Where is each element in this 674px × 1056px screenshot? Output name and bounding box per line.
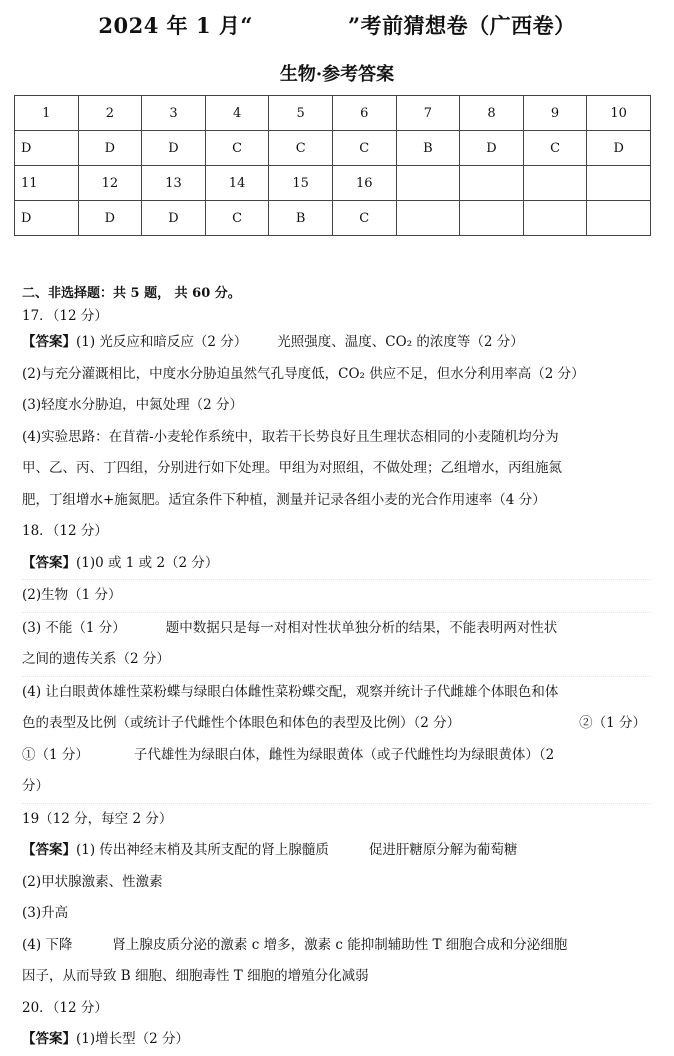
answer-text: (1) 传出神经末梢及其所支配的肾上腺髓质 <box>76 842 329 858</box>
question-20-answer-1 <box>22 1024 652 1056</box>
answer-tag: 【答案】 <box>22 842 76 858</box>
table-cell <box>396 166 460 201</box>
table-cell: 13 <box>142 166 206 201</box>
answer-table <box>14 95 651 236</box>
table-cell: 16 <box>332 166 396 201</box>
answer-text: (1) 光反应和暗反应（2 分） <box>76 334 248 350</box>
page-title <box>0 10 674 40</box>
question-18-answer-4-line-2 <box>22 708 652 740</box>
question-17-number: 17．（12 分） <box>22 308 108 324</box>
answer-text: 促进肝糖原分解为葡萄糖 <box>368 842 518 858</box>
answer-tag: 【答案】 <box>22 1031 76 1047</box>
question-18-answer-4-line-3 <box>22 740 652 772</box>
table-cell: 6 <box>332 96 396 131</box>
answer-tag: 【答案】 <box>22 334 76 350</box>
question-18-answer-2: (2)生物（1 分） <box>22 580 652 613</box>
table-cell: 14 <box>205 166 269 201</box>
title-right: ”考前猜想卷（广西卷） <box>347 13 576 38</box>
question-17-answer-3: (3)轻度水分胁迫，中氮处理（2 分） <box>22 397 244 413</box>
table-cell: 9 <box>523 96 587 131</box>
table-cell <box>523 201 587 236</box>
answer-text: (3) 不能（1 分） <box>22 619 126 636</box>
table-cell: C <box>332 201 396 236</box>
question-18-answer-4-line-1: (4) 让白眼黄体雄性菜粉蝶与绿眼白体雌性菜粉蝶交配，观察并统计子代雌雄个体眼色和体 <box>22 683 559 700</box>
question-19-number: 19（12 分，每空 2 分） <box>22 810 173 827</box>
table-cell: B <box>396 131 460 166</box>
question-18-answer-4-line-4: 分） <box>22 771 652 804</box>
question-18-answer-3 <box>22 613 652 645</box>
table-cell: B <box>269 201 333 236</box>
answer-text: 光照强度、温度、CO₂ 的浓度等（2 分） <box>277 334 524 350</box>
table-cell: 1 <box>15 96 79 131</box>
table-cell: D <box>142 131 206 166</box>
answer-tag: 【答案】 <box>22 554 76 571</box>
answer-text: 题中数据只是每一对相对性状单独分析的结果，不能表明两对性状 <box>165 619 558 636</box>
table-cell: 8 <box>460 96 524 131</box>
table-cell: 12 <box>78 166 142 201</box>
question-19-answer-4 <box>22 930 652 962</box>
table-cell <box>587 166 651 201</box>
table-cell: C <box>269 131 333 166</box>
table-cell: 11 <box>15 166 79 201</box>
table-cell: C <box>523 131 587 166</box>
table-cell: D <box>15 201 79 236</box>
table-cell <box>460 201 524 236</box>
question-17-answer-2: (2)与充分灌溉相比，中度水分胁迫虽然气孔导度低，CO₂ 供应不足，但水分利用率高（2 分） <box>22 365 585 382</box>
table-cell <box>460 166 524 201</box>
table-row-numbers-1 <box>15 96 651 131</box>
answer-text: 肾上腺皮质分泌的激素 c 增多，激素 c 能抑制辅助性 T 细胞合成和分泌细胞 <box>112 936 568 953</box>
table-row-answers-2 <box>15 201 651 236</box>
title-left: 2024 年 1 月“ <box>98 13 253 38</box>
table-cell: D <box>78 131 142 166</box>
question-17-answer-4-line-3: 肥，丁组增水+施氮肥。适宜条件下种植，测量并记录各组小麦的光合作用速率（4 分） <box>22 491 546 508</box>
table-cell: D <box>78 201 142 236</box>
question-19-answer-3: (3)升高 <box>22 905 69 921</box>
page-subtitle: 生物·参考答案 <box>279 64 395 85</box>
question-18-number: 18．（12 分） <box>22 523 108 539</box>
answer-text: ①（1 分） <box>22 746 89 763</box>
answer-text: (1)0 或 1 或 2（2 分） <box>76 554 219 571</box>
question-19-answer-1 <box>22 835 652 867</box>
table-row-numbers-2 <box>15 166 651 201</box>
table-cell: 3 <box>142 96 206 131</box>
question-20-number: 20．（12 分） <box>22 999 108 1016</box>
question-17-answer-4-line-1: (4)实验思路：在苜蓿-小麦轮作系统中，取若干长势良好且生理状态相同的小麦随机均分为 <box>22 428 559 445</box>
table-cell <box>523 166 587 201</box>
table-cell: C <box>205 201 269 236</box>
table-cell: D <box>142 201 206 236</box>
table-row-answers-1 <box>15 131 651 166</box>
table-cell: 4 <box>205 96 269 131</box>
answer-text: 子代雄性为绿眼白体，雌性为绿眼黄体（或子代雌性均为绿眼黄体）（2 <box>133 746 555 763</box>
answers-body <box>22 283 652 1056</box>
answer-text: (1)增长型（2 分） <box>76 1031 190 1047</box>
table-cell: D <box>587 131 651 166</box>
answer-text: (4) 下降 <box>22 936 73 953</box>
question-18-answer-1 <box>22 548 652 581</box>
table-cell: 10 <box>587 96 651 131</box>
table-cell: C <box>205 131 269 166</box>
question-17-answer-1 <box>22 327 652 359</box>
section-heading: 二、非选择题：共 5 题， 共 60 分。 <box>22 286 241 301</box>
table-cell: 7 <box>396 96 460 131</box>
table-cell <box>587 201 651 236</box>
table-cell: D <box>15 131 79 166</box>
table-cell: 5 <box>269 96 333 131</box>
question-19-answer-2: (2)甲状腺激素、性激素 <box>22 873 163 890</box>
answer-text: ②（1 分） <box>579 715 646 731</box>
question-18-answer-3-line-2: 之间的遗传关系（2 分） <box>22 644 652 677</box>
question-17-answer-4-line-2: 甲、乙、丙、丁四组，分别进行如下处理。甲组为对照组，不做处理；乙组增水，丙组施氮 <box>22 460 562 476</box>
table-cell: C <box>332 131 396 166</box>
answer-text: 色的表型及比例（或统计子代雌性个体眼色和体色的表型及比例）（2 分） <box>22 715 461 731</box>
question-19-answer-4-line-2: 因子，从而导致 B 细胞、细胞毒性 T 细胞的增殖分化减弱 <box>22 968 369 984</box>
table-cell: 2 <box>78 96 142 131</box>
table-cell: D <box>460 131 524 166</box>
table-cell: 15 <box>269 166 333 201</box>
table-cell <box>396 201 460 236</box>
